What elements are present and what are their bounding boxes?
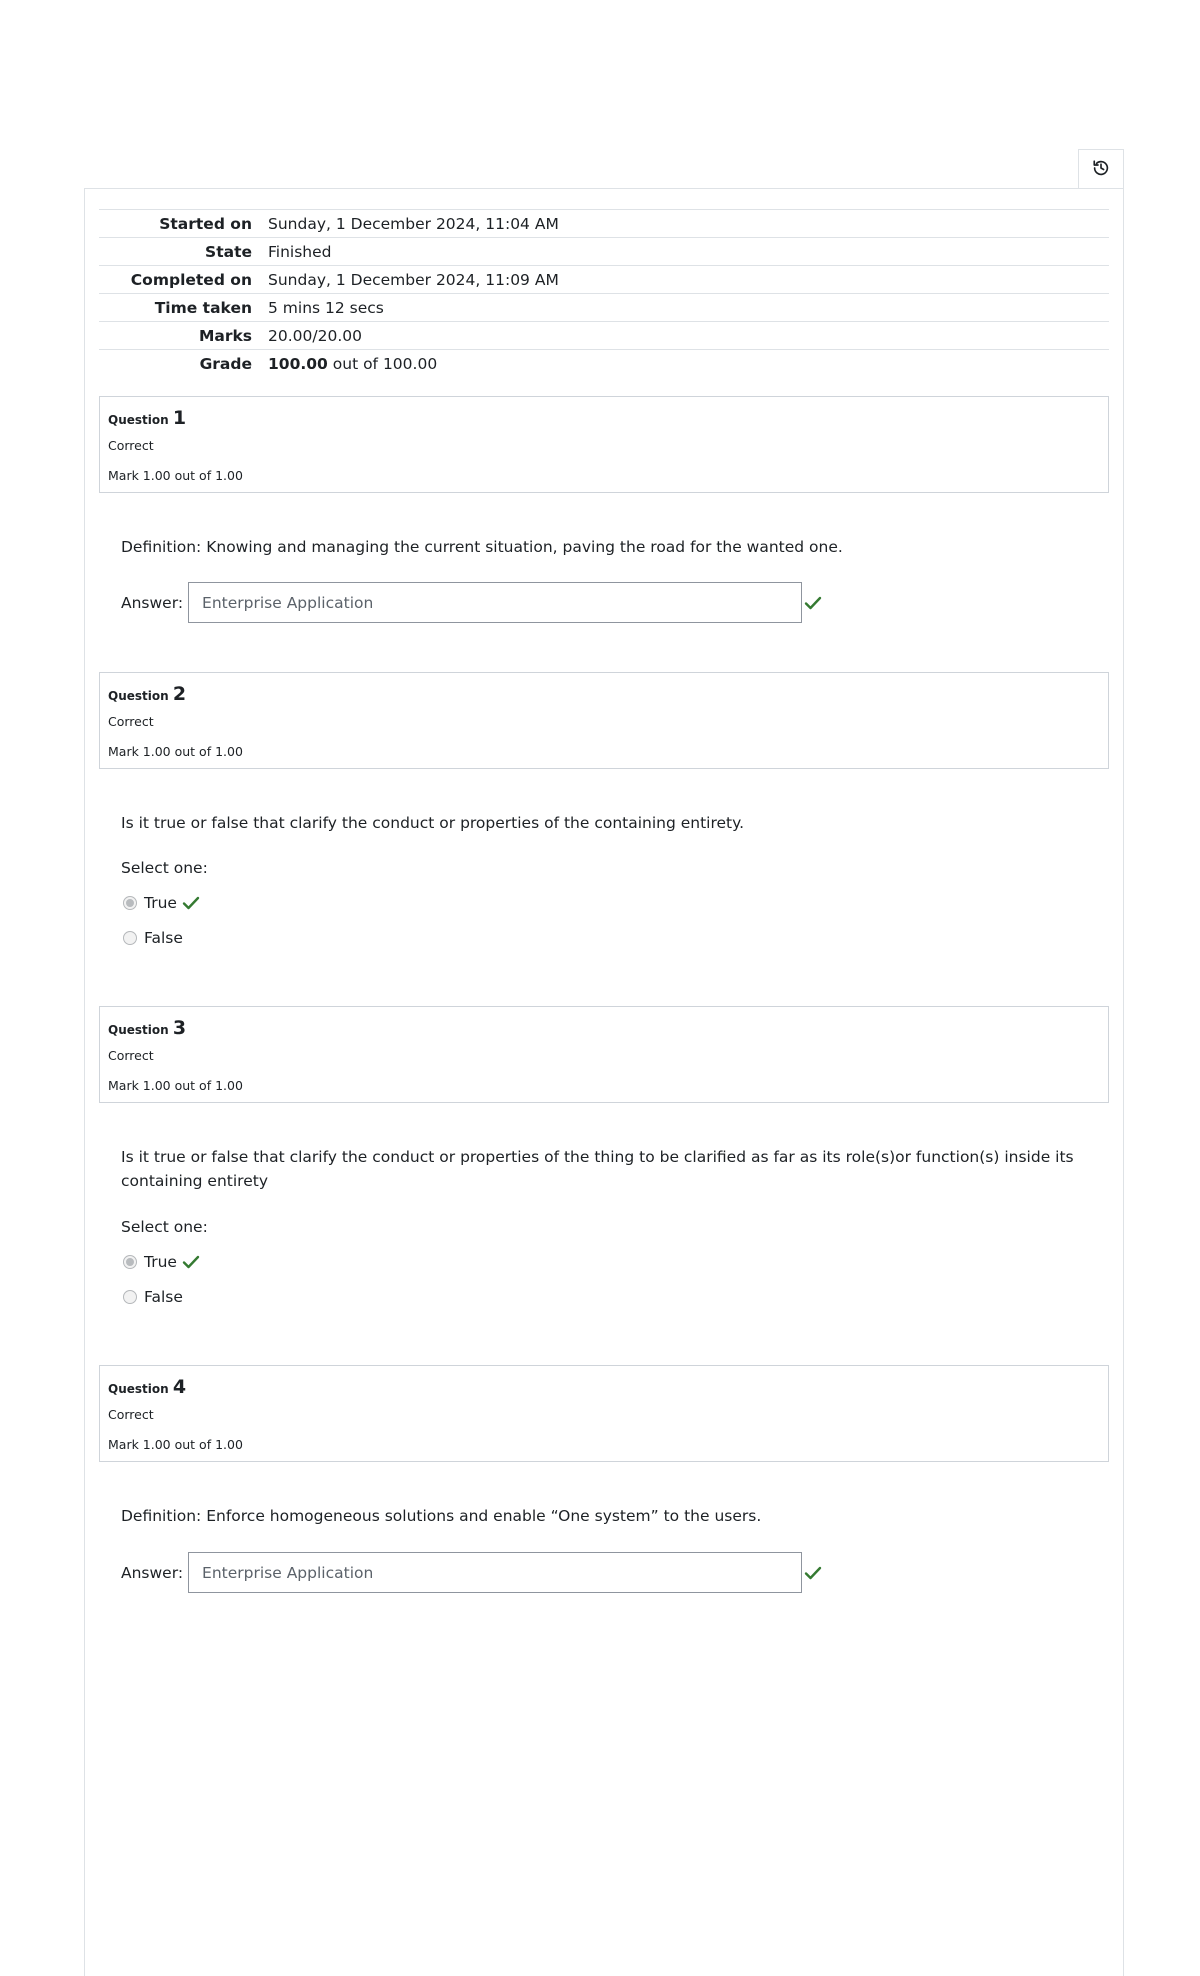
answer-row-4	[121, 1552, 822, 1593]
radio-button[interactable]	[123, 1290, 137, 1304]
option-label: False	[144, 929, 183, 947]
check-icon	[804, 1565, 822, 1581]
question-state: Correct	[108, 1407, 154, 1422]
quiz-review-panel	[84, 188, 1124, 1976]
answer-input[interactable]: Enterprise Application	[188, 1552, 802, 1593]
option-label: True	[144, 894, 177, 912]
started-value: Sunday, 1 December 2024, 11:04 AM	[268, 214, 559, 233]
option-true[interactable]	[123, 894, 200, 912]
question-num: 1	[172, 407, 187, 429]
check-icon	[182, 895, 200, 911]
question-number	[108, 1376, 1100, 1398]
option-label: True	[144, 1253, 177, 1271]
summary-row-started	[99, 210, 1109, 238]
question-grade: Mark 1.00 out of 1.00	[108, 1078, 243, 1093]
question-prefix: Question	[108, 1023, 169, 1037]
question-info-3	[99, 1006, 1109, 1103]
time-taken-label: Time taken	[154, 298, 252, 317]
question-num: 4	[172, 1376, 187, 1398]
select-one-label: Select one:	[121, 859, 208, 877]
answer-row-1	[121, 582, 822, 623]
state-value: Finished	[268, 242, 332, 261]
summary-row-completed	[99, 266, 1109, 294]
marks-label: Marks	[198, 326, 252, 345]
question-text-1: Definition: Knowing and managing the current situation, paving the road for the wanted one.	[121, 538, 843, 556]
attempt-summary-table	[99, 209, 1109, 378]
question-number	[108, 1017, 1100, 1039]
question-grade: Mark 1.00 out of 1.00	[108, 1437, 243, 1452]
question-prefix: Question	[108, 413, 169, 427]
completed-label: Completed on	[130, 270, 252, 289]
marks-value: 20.00/20.00	[268, 326, 362, 345]
history-icon	[1092, 159, 1110, 181]
question-state: Correct	[108, 714, 154, 729]
summary-row-time	[99, 294, 1109, 322]
question-text-2: Is it true or false that clarify the conduct or properties of the containing entirety.	[121, 814, 745, 832]
radio-button[interactable]	[123, 1255, 137, 1269]
question-prefix: Question	[108, 1382, 169, 1396]
check-icon	[182, 1254, 200, 1270]
question-number	[108, 683, 1100, 705]
question-info-1	[99, 396, 1109, 493]
summary-row-marks	[99, 322, 1109, 350]
option-true[interactable]	[123, 1253, 200, 1271]
question-info-4	[99, 1365, 1109, 1462]
completed-value: Sunday, 1 December 2024, 11:09 AM	[268, 270, 559, 289]
answer-input[interactable]: Enterprise Application	[188, 582, 802, 623]
grade-value	[268, 350, 1109, 378]
question-text-3: Is it true or false that clarify the conduct or properties of the thing to be clarified as far as its role(s)or function(s) inside its containing entirety	[121, 1148, 1074, 1190]
answer-label: Answer:	[121, 1563, 184, 1582]
grade-label: Grade	[199, 354, 252, 373]
radio-button[interactable]	[123, 896, 137, 910]
question-num: 2	[172, 683, 187, 705]
question-number	[108, 407, 1100, 429]
state-label: State	[205, 242, 252, 261]
radio-button[interactable]	[123, 931, 137, 945]
question-text-4: Definition: Enforce homogeneous solutions and enable “One system” to the users.	[121, 1507, 762, 1525]
select-one-label: Select one:	[121, 1218, 208, 1236]
review-history-button[interactable]	[1078, 149, 1124, 189]
summary-row-grade	[99, 350, 1109, 378]
check-icon	[804, 595, 822, 611]
grade-out-of: out of 100.00	[332, 354, 438, 373]
time-taken-value: 5 mins 12 secs	[268, 298, 384, 317]
answer-label: Answer:	[121, 593, 184, 612]
question-prefix: Question	[108, 689, 169, 703]
started-label: Started on	[159, 214, 252, 233]
question-grade: Mark 1.00 out of 1.00	[108, 468, 243, 483]
question-state: Correct	[108, 1048, 154, 1063]
grade-score: 100.00	[268, 354, 328, 373]
question-grade: Mark 1.00 out of 1.00	[108, 744, 243, 759]
question-info-2	[99, 672, 1109, 769]
option-false[interactable]	[123, 1288, 183, 1306]
summary-row-state	[99, 238, 1109, 266]
option-false[interactable]	[123, 929, 183, 947]
option-label: False	[144, 1288, 183, 1306]
question-state: Correct	[108, 438, 154, 453]
question-num: 3	[172, 1017, 187, 1039]
